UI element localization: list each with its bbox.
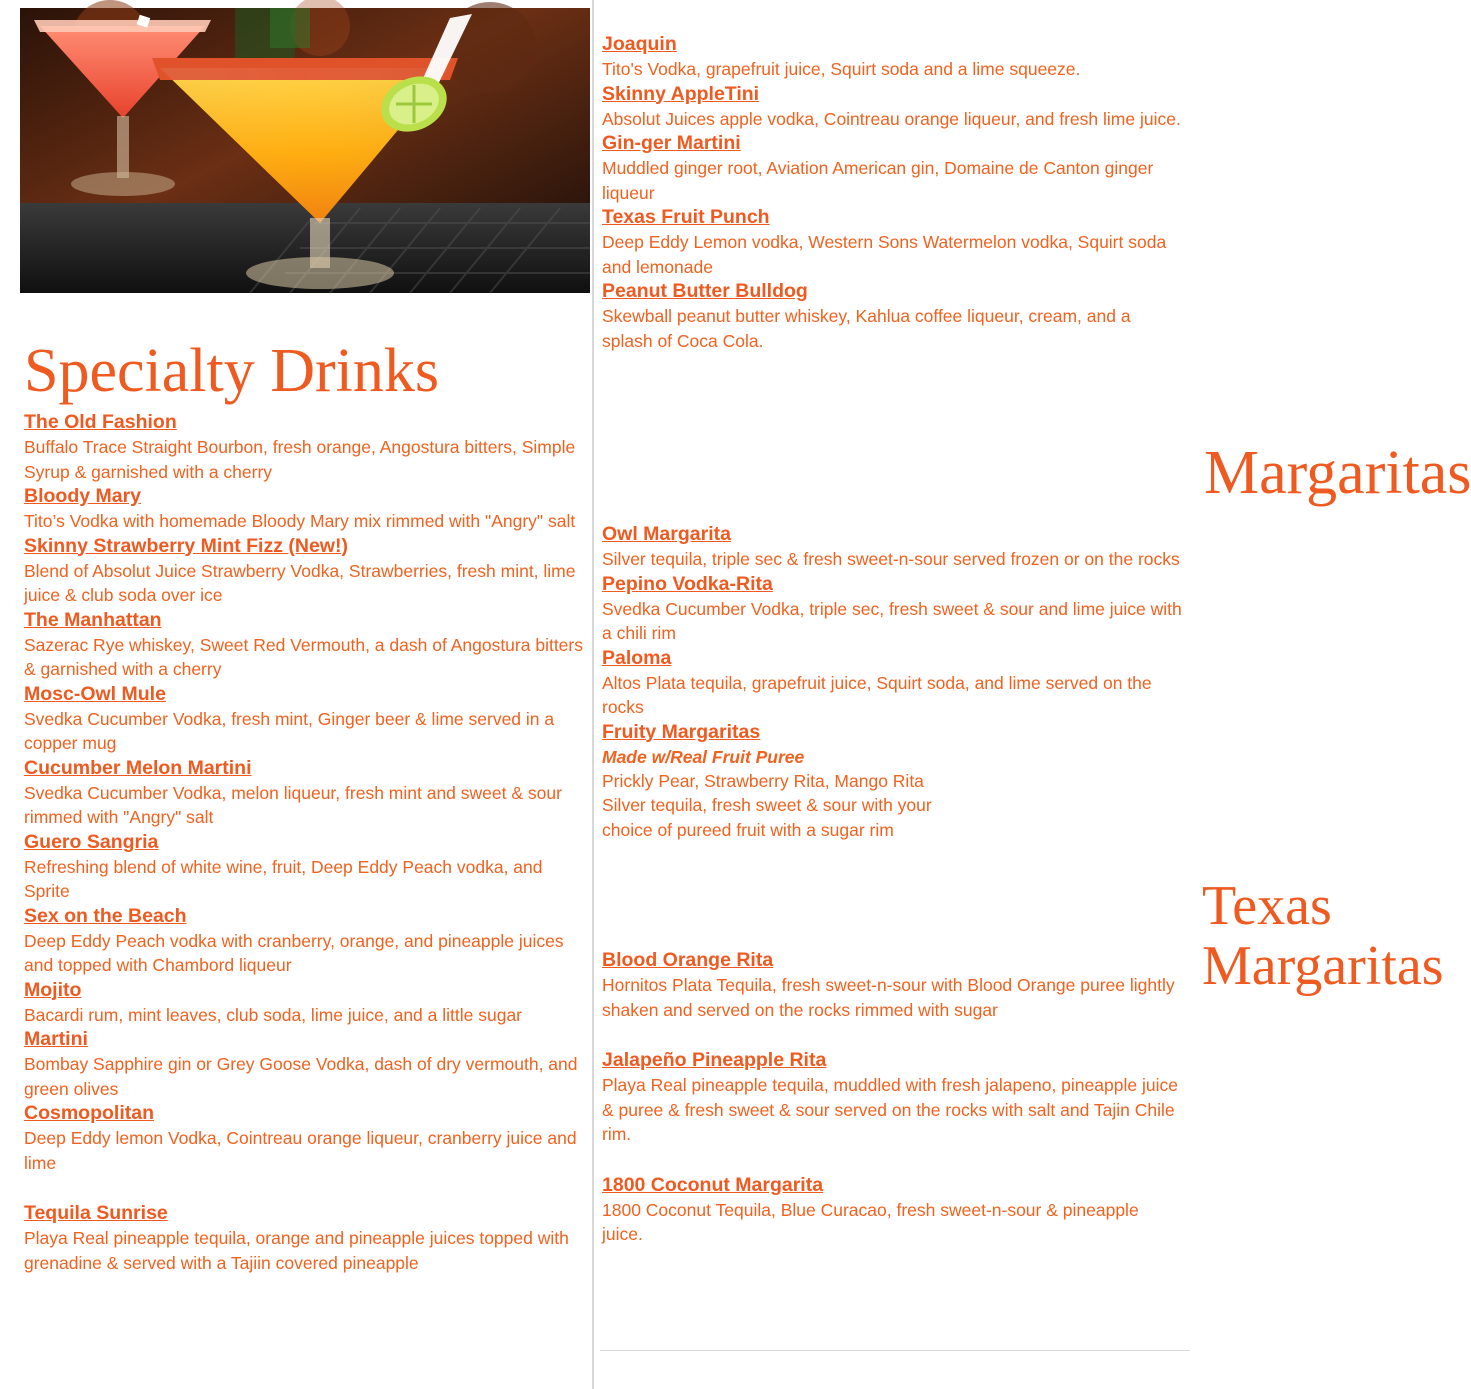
drink-description: Playa Real pineapple tequila, orange and pineapple juices topped with grenadine & served with a Tajiin covered pineapple xyxy=(24,1228,569,1273)
list-item xyxy=(602,646,1182,720)
drink-name: Skinny Strawberry Mint Fizz (New!) xyxy=(24,534,348,557)
drink-description: Refreshing blend of white wine, fruit, Deep Eddy Peach vodka, and Sprite xyxy=(24,856,543,901)
spacer xyxy=(24,1175,590,1201)
list-item xyxy=(24,484,590,534)
drink-name: The Old Fashion xyxy=(24,411,177,433)
drink-description: Blend of Absolut Juice Strawberry Vodka, Strawberries, fresh mint, lime juice & club soda over ice xyxy=(24,560,576,605)
drink-flavors: Prickly Pear, Strawberry Rita, Mango Rita xyxy=(602,770,924,791)
drink-description: Tito's Vodka, grapefruit juice, Squirt soda and a lime squeeze. xyxy=(602,59,1081,79)
drink-name: Martini xyxy=(24,1028,88,1050)
drink-description: Muddled ginger root, Aviation American gin, Domaine de Canton ginger liqueur xyxy=(602,158,1154,203)
drink-description: Deep Eddy Lemon vodka, Western Sons Watermelon vodka, Squirt soda and lemonade xyxy=(602,232,1167,277)
drink-description: Buffalo Trace Straight Bourbon, fresh orange, Angostura bitters, Simple Syrup & garnished with a cherry xyxy=(24,437,576,482)
drink-name: Jalapeño Pineapple Rita xyxy=(602,1049,827,1071)
drink-description: Bacardi rum, mint leaves, club soda, lime juice, and a little sugar xyxy=(24,1004,523,1025)
spacer xyxy=(602,1022,1182,1048)
list-item xyxy=(602,82,1182,132)
drink-name: Cucumber Melon Martini xyxy=(24,756,252,779)
drink-name: Owl Margarita xyxy=(602,523,731,545)
list-item xyxy=(602,1173,1182,1247)
drink-description-line: Silver tequila, fresh sweet & sour with your xyxy=(602,795,932,815)
drink-subtitle: Made w/Real Fruit Puree xyxy=(602,746,805,767)
drink-name: Blood Orange Rita xyxy=(602,949,774,971)
right-column xyxy=(592,0,1471,1389)
drink-name: Skinny AppleTini xyxy=(602,82,760,105)
list-item xyxy=(24,1027,590,1101)
drink-description: Silver tequila, triple sec & fresh sweet-n-sour served frozen or on the rocks xyxy=(602,549,1180,569)
margaritas-list xyxy=(602,522,1182,842)
drink-name: Cosmopolitan xyxy=(24,1102,154,1124)
drink-description: Playa Real pineapple tequila, muddled with fresh jalapeno, pineapple juice & puree & fresh sweet & sour served on the rocks with salt and Tajin Chile rim. xyxy=(602,1075,1178,1144)
specialty-drinks-list xyxy=(24,410,590,1275)
list-item xyxy=(24,1101,590,1175)
drink-name: Tequila Sunrise xyxy=(24,1202,168,1224)
drink-name: Texas Fruit Punch xyxy=(602,206,770,228)
drink-name: Mosc-Owl Mule xyxy=(24,682,166,705)
drink-name: Sex on the Beach xyxy=(24,904,187,927)
drink-description: Absolut Juices apple vodka, Cointreau orange liqueur, and fresh lime juice. xyxy=(602,108,1181,129)
bottom-divider xyxy=(600,1350,1190,1351)
drink-name: Pepino Vodka-Rita xyxy=(602,572,773,595)
drink-name: Guero Sangria xyxy=(24,830,159,853)
drink-name: The Manhattan xyxy=(24,608,162,631)
section-title-margaritas: Margaritas xyxy=(1204,439,1471,507)
drink-description: Deep Eddy Peach vodka with cranberry, orange, and pineapple juices and topped with Chambord liqueur xyxy=(24,930,564,975)
list-item xyxy=(602,205,1182,279)
list-item xyxy=(602,279,1182,353)
specialty-drinks-continued-list xyxy=(602,32,1182,353)
list-item xyxy=(602,720,1182,843)
list-item xyxy=(24,756,590,830)
drink-name: Paloma xyxy=(602,646,672,669)
drink-name: Joaquin xyxy=(602,33,677,55)
list-item xyxy=(602,32,1182,82)
list-item xyxy=(602,1048,1182,1147)
spacer xyxy=(602,1147,1182,1173)
drink-name: Bloody Mary xyxy=(24,485,142,507)
drink-description: Tito’s Vodka with homemade Bloody Mary mix rimmed with "Angry" salt xyxy=(24,511,576,531)
cocktail-photo xyxy=(20,8,590,293)
list-item xyxy=(24,1201,590,1275)
list-item xyxy=(24,682,590,756)
drink-description: Sazerac Rye whiskey, Sweet Red Vermouth, a dash of Angostura bitters & garnished with a cherry xyxy=(24,634,583,679)
list-item xyxy=(602,131,1182,205)
list-item xyxy=(24,978,590,1028)
list-item xyxy=(24,410,590,484)
drink-name: Peanut Butter Bulldog xyxy=(602,280,808,302)
drink-description: Svedka Cucumber Vodka, melon liqueur, fresh mint and sweet & sour rimmed with "Angry" salt xyxy=(24,782,562,827)
texas-margaritas-list xyxy=(602,948,1182,1247)
drink-description: 1800 Coconut Tequila, Blue Curacao, fresh sweet-n-sour & pineapple juice. xyxy=(602,1199,1139,1244)
drink-description: Altos Plata tequila, grapefruit juice, Squirt soda, and lime served on the rocks xyxy=(602,672,1152,717)
list-item xyxy=(602,948,1182,1022)
list-item xyxy=(24,904,590,978)
list-item xyxy=(24,534,590,608)
drink-description: Skewball peanut butter whiskey, Kahlua coffee liqueur, cream, and a splash of Coca Cola. xyxy=(602,306,1131,351)
drink-description: Hornitos Plata Tequila, fresh sweet-n-sour with Blood Orange puree lightly shaken and served on the rocks rimmed with sugar xyxy=(602,975,1175,1020)
list-item xyxy=(602,522,1182,572)
drink-description: Svedka Cucumber Vodka, fresh mint, Ginger beer & lime served in a copper mug xyxy=(24,708,555,753)
list-item xyxy=(24,608,590,682)
drink-description: Svedka Cucumber Vodka, triple sec, fresh sweet & sour and lime juice with a chili rim xyxy=(602,598,1182,643)
drink-name: 1800 Coconut Margarita xyxy=(602,1173,824,1196)
drink-description: Bombay Sapphire gin or Grey Goose Vodka, dash of dry vermouth, and green olives xyxy=(24,1054,578,1099)
section-title-texas-margaritas: Texas Margaritas xyxy=(1202,875,1444,997)
drink-description: Deep Eddy lemon Vodka, Cointreau orange liqueur, cranberry juice and lime xyxy=(24,1128,577,1173)
drink-name: Fruity Margaritas xyxy=(602,720,761,743)
left-column xyxy=(0,0,590,1389)
page-title-specialty: Specialty Drinks xyxy=(24,337,439,405)
list-item xyxy=(24,830,590,904)
drink-description-line: choice of pureed fruit with a sugar rim xyxy=(602,819,894,840)
list-item xyxy=(602,572,1182,646)
drink-name: Gin-ger Martini xyxy=(602,132,741,154)
drink-name: Mojito xyxy=(24,978,82,1001)
